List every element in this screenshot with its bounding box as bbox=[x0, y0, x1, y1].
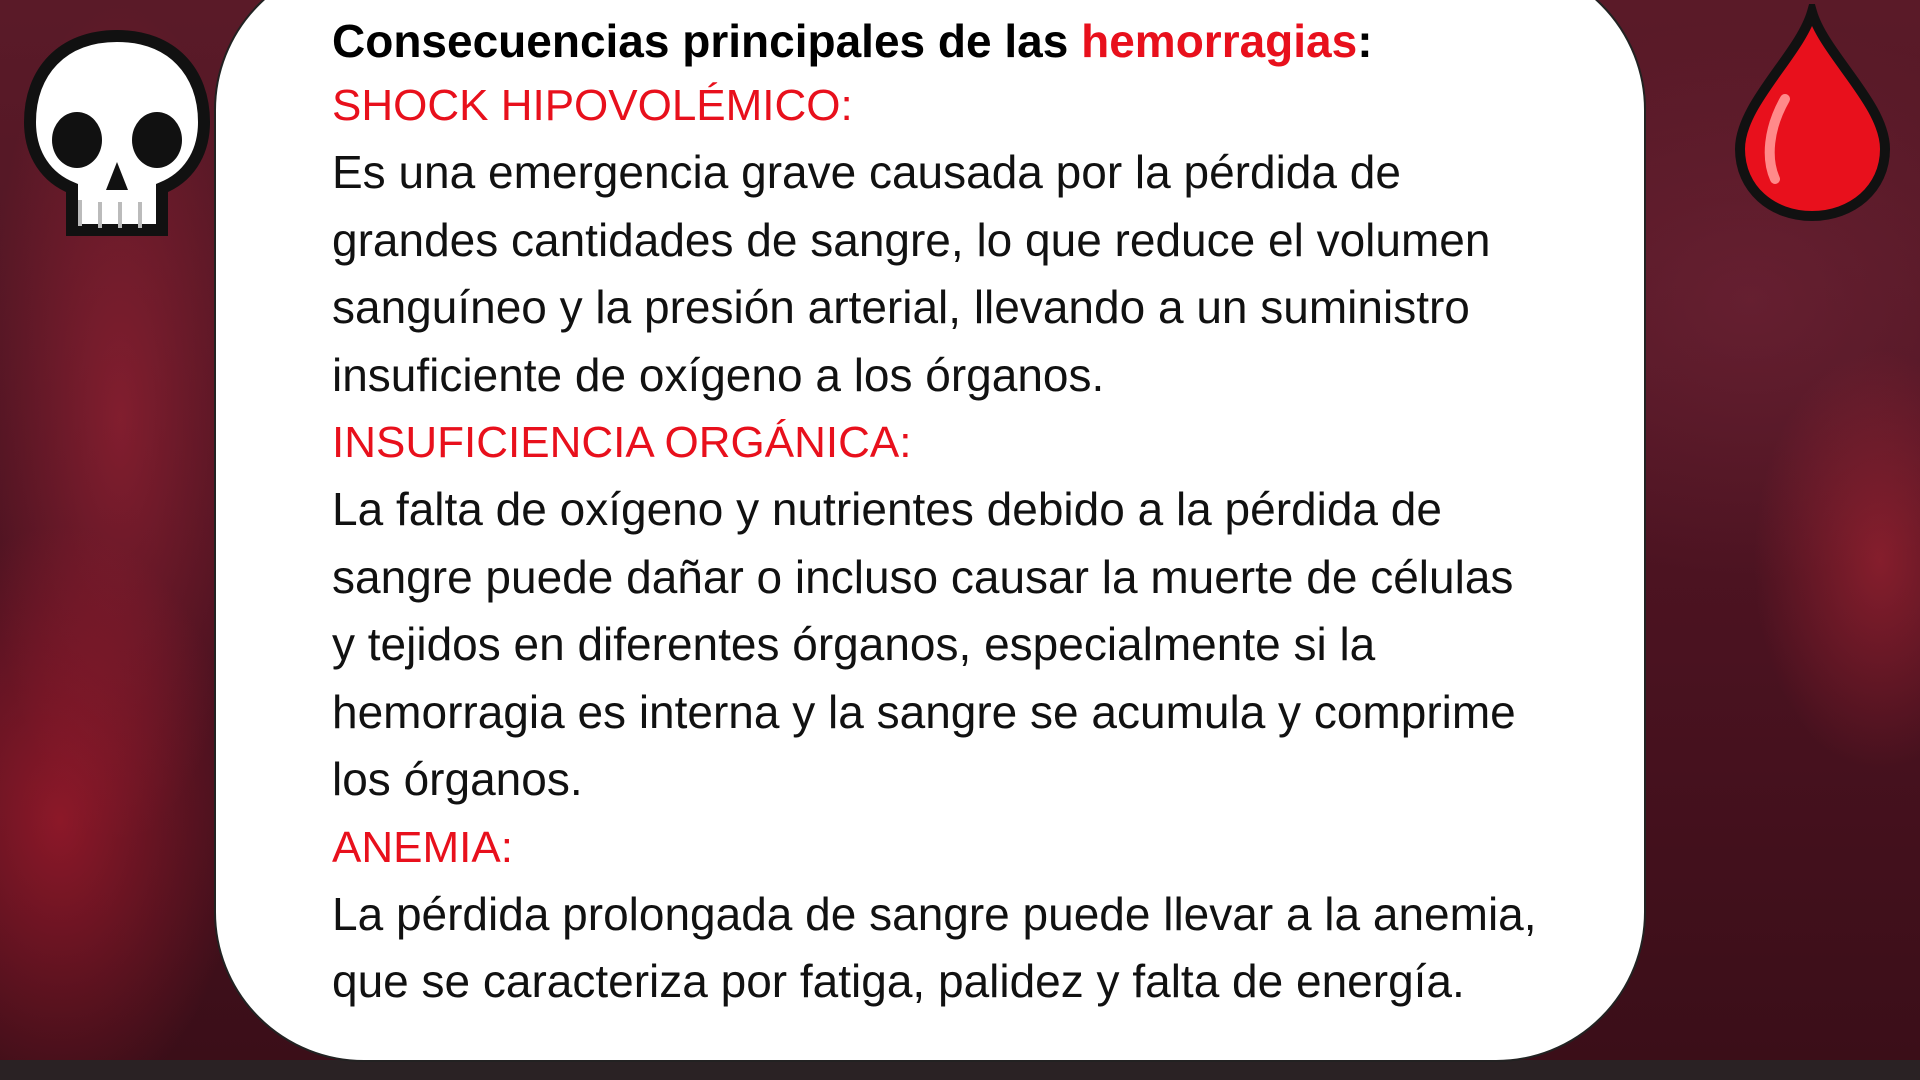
body-line: sanguíneo y la presión arterial, llevando a un suministro bbox=[332, 281, 1470, 333]
body-line: los órganos. bbox=[332, 753, 583, 805]
body-line: sangre puede dañar o incluso causar la muerte de células bbox=[332, 550, 1514, 603]
title-suffix: : bbox=[1357, 15, 1373, 67]
body-line: y tejidos en diferentes órganos, especialmente si la bbox=[332, 618, 1376, 670]
section-insuficiencia bbox=[332, 409, 1537, 814]
content bbox=[332, 10, 1537, 1016]
title-highlight: hemorragias bbox=[1081, 15, 1358, 67]
title-prefix: Consecuencias principales de las bbox=[332, 15, 1082, 67]
section-heading: INSUFICIENCIA ORGÁNICA: bbox=[332, 418, 912, 467]
body-line: La pérdida prolongada de sangre puede llevar a la anemia, bbox=[332, 887, 1537, 940]
body-line: Es una emergencia grave causada por la pérdida de bbox=[332, 146, 1401, 198]
body-line: hemorragia es interna y la sangre se acumula y comprime bbox=[332, 685, 1516, 738]
body-line: La falta de oxígeno y nutrientes debido a la pérdida de bbox=[332, 483, 1442, 535]
section-anemia bbox=[332, 814, 1537, 1016]
skull-icon bbox=[22, 30, 212, 242]
blood-drop-icon bbox=[1730, 4, 1895, 224]
page-title bbox=[332, 10, 1537, 72]
body-line: que se caracteriza por fatiga, palidez y falta de energía. bbox=[332, 955, 1465, 1007]
body-line: insuficiente de oxígeno a los órganos. bbox=[332, 348, 1105, 401]
body-line: grandes cantidades de sangre, lo que reduce el volumen bbox=[332, 213, 1491, 266]
bottom-bar bbox=[0, 1060, 1920, 1080]
section-heading: SHOCK HIPOVOLÉMICO: bbox=[332, 81, 853, 130]
section-shock bbox=[332, 72, 1537, 409]
section-heading: ANEMIA: bbox=[332, 822, 513, 872]
